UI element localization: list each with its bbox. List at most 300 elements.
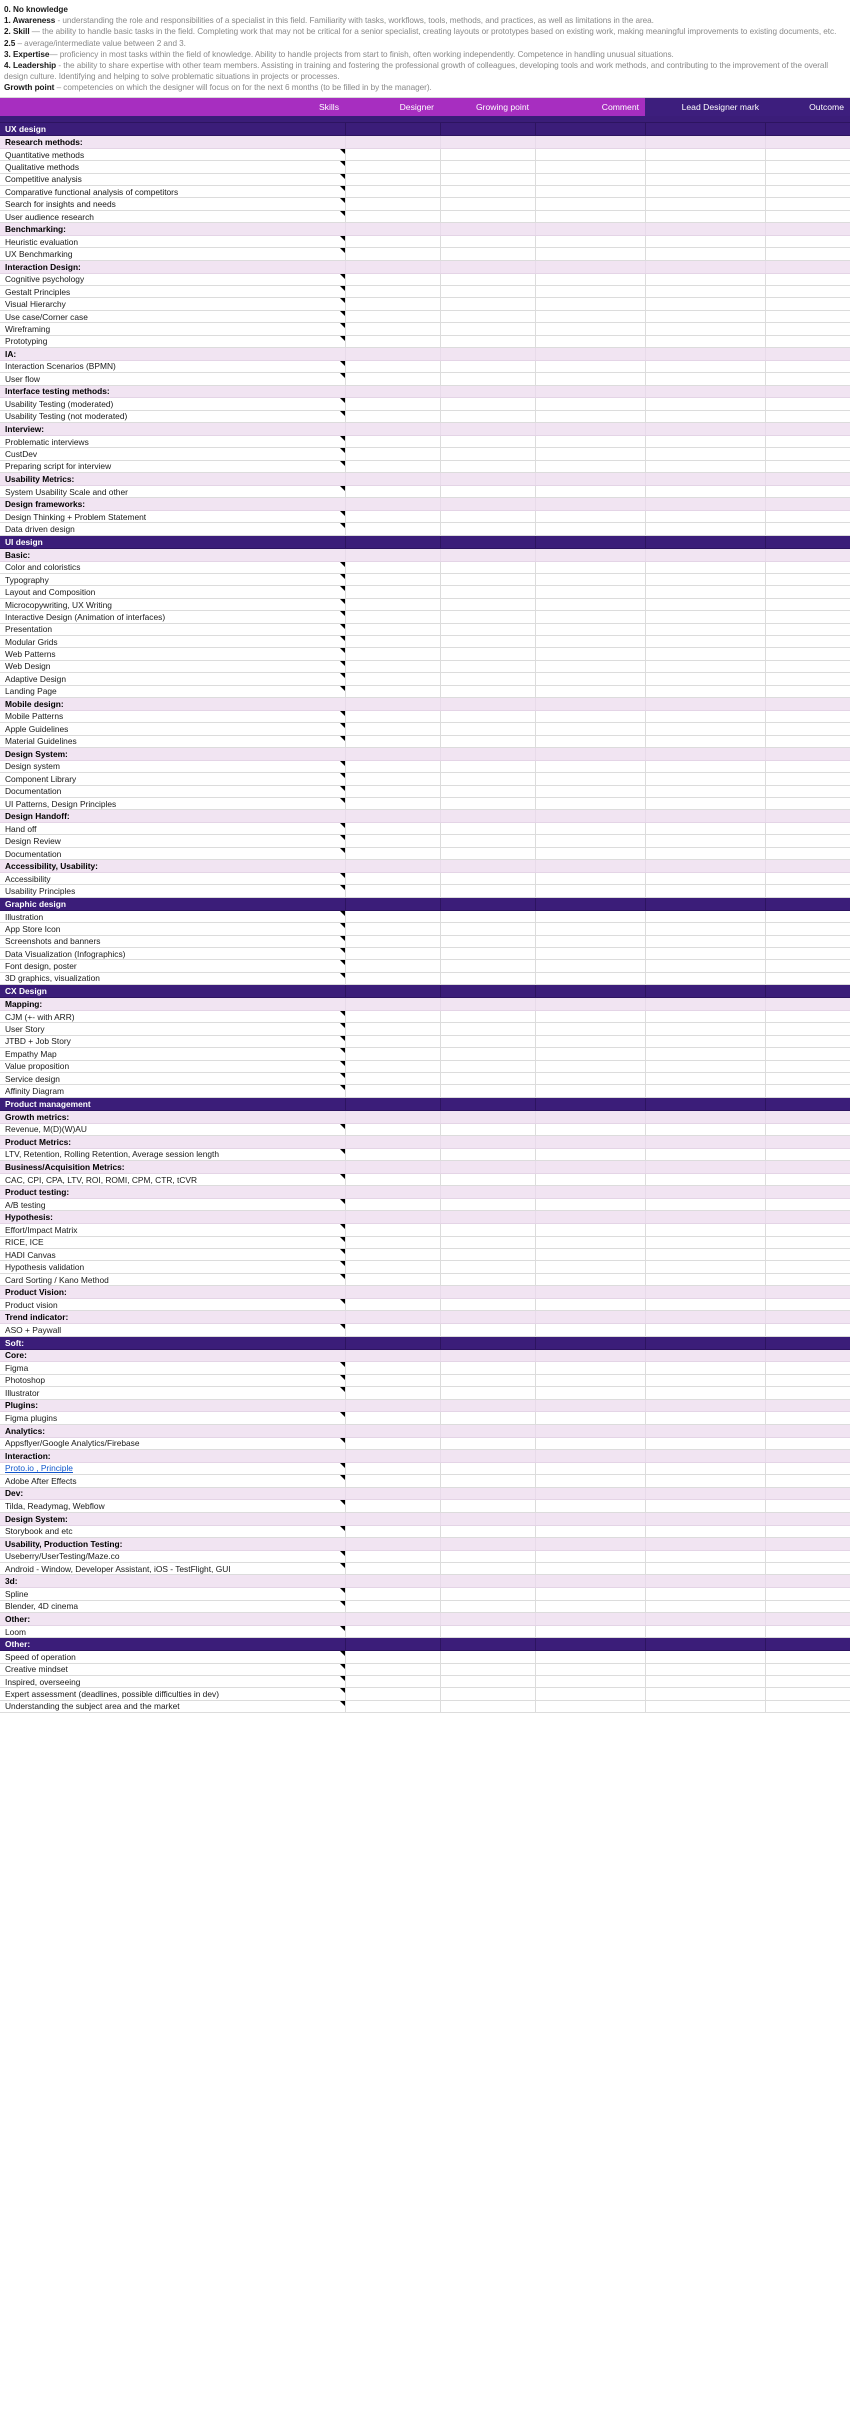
outcome-cell[interactable] — [765, 198, 850, 210]
skill-name-cell[interactable] — [0, 948, 345, 960]
comment-marker-icon[interactable] — [340, 736, 345, 741]
group-header-cell[interactable] — [345, 1186, 440, 1199]
group-header-cell[interactable] — [535, 1211, 645, 1224]
comment-cell[interactable] — [535, 186, 645, 198]
skill-name-cell[interactable] — [0, 1412, 345, 1424]
comment-marker-icon[interactable] — [340, 486, 345, 491]
skill-name-cell[interactable] — [0, 1023, 345, 1035]
lead-designer-mark-cell[interactable] — [645, 1688, 765, 1700]
lead-designer-mark-cell[interactable] — [645, 1224, 765, 1236]
designer-cell[interactable] — [345, 210, 440, 222]
lead-designer-mark-cell[interactable] — [645, 373, 765, 385]
skill-name-cell[interactable] — [0, 1123, 345, 1135]
growing-point-cell[interactable] — [440, 1249, 535, 1261]
group-header-cell[interactable] — [440, 1186, 535, 1199]
designer-cell[interactable] — [345, 1563, 440, 1575]
section-band-cell[interactable] — [765, 897, 850, 910]
group-header-label[interactable]: Benchmarking: — [0, 223, 345, 236]
growing-point-cell[interactable] — [440, 910, 535, 922]
growing-point-cell[interactable] — [440, 710, 535, 722]
group-header-cell[interactable] — [645, 998, 765, 1011]
growing-point-cell[interactable] — [440, 1085, 535, 1097]
comment-cell[interactable] — [535, 1500, 645, 1512]
comment-cell[interactable] — [535, 873, 645, 885]
group-header-cell[interactable] — [345, 423, 440, 436]
outcome-cell[interactable] — [765, 797, 850, 809]
group-header-cell[interactable] — [645, 1110, 765, 1123]
group-header-cell[interactable] — [440, 1575, 535, 1588]
outcome-cell[interactable] — [765, 273, 850, 285]
comment-cell[interactable] — [535, 1261, 645, 1273]
comment-marker-icon[interactable] — [340, 1048, 345, 1053]
skill-name-cell[interactable] — [0, 335, 345, 347]
comment-marker-icon[interactable] — [340, 1124, 345, 1129]
group-header-cell[interactable] — [535, 1186, 645, 1199]
section-band-cell[interactable] — [345, 1336, 440, 1349]
comment-marker-icon[interactable] — [340, 823, 345, 828]
group-header-cell[interactable] — [440, 1349, 535, 1362]
comment-marker-icon[interactable] — [340, 1174, 345, 1179]
growing-point-cell[interactable] — [440, 611, 535, 623]
skill-name-cell[interactable] — [0, 1550, 345, 1562]
comment-cell[interactable] — [535, 1060, 645, 1072]
lead-designer-mark-cell[interactable] — [645, 1261, 765, 1273]
comment-cell[interactable] — [535, 360, 645, 372]
designer-cell[interactable] — [345, 161, 440, 173]
comment-marker-icon[interactable] — [340, 298, 345, 303]
designer-cell[interactable] — [345, 960, 440, 972]
group-header-cell[interactable] — [535, 697, 645, 710]
lead-designer-mark-cell[interactable] — [645, 1048, 765, 1060]
outcome-cell[interactable] — [765, 1651, 850, 1663]
growing-point-cell[interactable] — [440, 435, 535, 447]
comment-cell[interactable] — [535, 1199, 645, 1211]
group-header-cell[interactable] — [535, 1613, 645, 1626]
section-band-cell[interactable] — [345, 985, 440, 998]
comment-cell[interactable] — [535, 910, 645, 922]
skill-name-cell[interactable] — [0, 373, 345, 385]
comment-marker-icon[interactable] — [340, 398, 345, 403]
outcome-cell[interactable] — [765, 210, 850, 222]
group-header-cell[interactable] — [345, 1613, 440, 1626]
skill-name-cell[interactable] — [0, 148, 345, 160]
comment-cell[interactable] — [535, 1688, 645, 1700]
lead-designer-mark-cell[interactable] — [645, 561, 765, 573]
growing-point-cell[interactable] — [440, 673, 535, 685]
skill-name-cell[interactable] — [0, 511, 345, 523]
skill-name-cell[interactable] — [0, 173, 345, 185]
skill-name-cell[interactable] — [0, 1199, 345, 1211]
skill-name-cell[interactable] — [0, 523, 345, 535]
comment-cell[interactable] — [535, 785, 645, 797]
designer-cell[interactable] — [345, 1236, 440, 1248]
group-header-label[interactable]: Product Vision: — [0, 1286, 345, 1299]
skill-name-cell[interactable] — [0, 1387, 345, 1399]
group-header-label[interactable]: Product Metrics: — [0, 1135, 345, 1148]
lead-designer-mark-cell[interactable] — [645, 1273, 765, 1285]
skill-name-cell[interactable] — [0, 1525, 345, 1537]
designer-cell[interactable] — [345, 1010, 440, 1022]
growing-point-cell[interactable] — [440, 773, 535, 785]
growing-point-cell[interactable] — [440, 935, 535, 947]
outcome-cell[interactable] — [765, 460, 850, 472]
lead-designer-mark-cell[interactable] — [645, 523, 765, 535]
outcome-cell[interactable] — [765, 586, 850, 598]
group-header-cell[interactable] — [345, 860, 440, 873]
growing-point-cell[interactable] — [440, 335, 535, 347]
group-header-label[interactable]: Design System: — [0, 1512, 345, 1525]
growing-point-cell[interactable] — [440, 148, 535, 160]
lead-designer-mark-cell[interactable] — [645, 847, 765, 859]
comment-cell[interactable] — [535, 236, 645, 248]
skill-name-cell[interactable] — [0, 310, 345, 322]
skill-name-cell[interactable] — [0, 1035, 345, 1047]
skill-name-cell[interactable] — [0, 1249, 345, 1261]
designer-cell[interactable] — [345, 685, 440, 697]
skill-name-cell[interactable] — [0, 1324, 345, 1336]
lead-designer-mark-cell[interactable] — [645, 611, 765, 623]
group-header-cell[interactable] — [345, 1286, 440, 1299]
comment-cell[interactable] — [535, 410, 645, 422]
skill-name-cell[interactable] — [0, 710, 345, 722]
comment-cell[interactable] — [535, 660, 645, 672]
section-band-cell[interactable] — [440, 1336, 535, 1349]
group-header-cell[interactable] — [440, 998, 535, 1011]
column-header-comment[interactable]: Comment — [535, 98, 645, 116]
growing-point-cell[interactable] — [440, 1700, 535, 1712]
group-header-label[interactable]: Product testing: — [0, 1186, 345, 1199]
section-band-cell[interactable] — [765, 1336, 850, 1349]
lead-designer-mark-cell[interactable] — [645, 785, 765, 797]
designer-cell[interactable] — [345, 1261, 440, 1273]
group-header-cell[interactable] — [765, 747, 850, 760]
group-header-cell[interactable] — [645, 136, 765, 149]
comment-marker-icon[interactable] — [340, 873, 345, 878]
group-header-cell[interactable] — [645, 1512, 765, 1525]
comment-marker-icon[interactable] — [340, 1500, 345, 1505]
growing-point-cell[interactable] — [440, 1236, 535, 1248]
lead-designer-mark-cell[interactable] — [645, 673, 765, 685]
designer-cell[interactable] — [345, 1374, 440, 1386]
skill-name-cell[interactable] — [0, 586, 345, 598]
group-header-cell[interactable] — [645, 1449, 765, 1462]
designer-cell[interactable] — [345, 835, 440, 847]
lead-designer-mark-cell[interactable] — [645, 1249, 765, 1261]
growing-point-cell[interactable] — [440, 1387, 535, 1399]
lead-designer-mark-cell[interactable] — [645, 1387, 765, 1399]
skill-name-cell[interactable] — [0, 1173, 345, 1185]
column-header-lead-designer-mark[interactable]: Lead Designer mark — [645, 98, 765, 116]
skill-name-cell[interactable] — [0, 797, 345, 809]
section-band-label[interactable]: UX design — [0, 123, 345, 136]
designer-cell[interactable] — [345, 1060, 440, 1072]
outcome-cell[interactable] — [765, 1249, 850, 1261]
designer-cell[interactable] — [345, 148, 440, 160]
comment-cell[interactable] — [535, 1362, 645, 1374]
group-header-cell[interactable] — [765, 1487, 850, 1500]
designer-cell[interactable] — [345, 1600, 440, 1612]
skill-name-cell[interactable] — [0, 972, 345, 984]
lead-designer-mark-cell[interactable] — [645, 1324, 765, 1336]
group-header-cell[interactable] — [765, 473, 850, 486]
outcome-cell[interactable] — [765, 885, 850, 897]
comment-cell[interactable] — [535, 948, 645, 960]
group-header-cell[interactable] — [645, 385, 765, 398]
comment-marker-icon[interactable] — [340, 1688, 345, 1693]
growing-point-cell[interactable] — [440, 1148, 535, 1160]
outcome-cell[interactable] — [765, 1261, 850, 1273]
comment-marker-icon[interactable] — [340, 1149, 345, 1154]
group-header-label[interactable]: Growth metrics: — [0, 1110, 345, 1123]
designer-cell[interactable] — [345, 710, 440, 722]
comment-cell[interactable] — [535, 1148, 645, 1160]
designer-cell[interactable] — [345, 1362, 440, 1374]
group-header-label[interactable]: Interaction: — [0, 1449, 345, 1462]
comment-cell[interactable] — [535, 1048, 645, 1060]
group-header-cell[interactable] — [535, 1286, 645, 1299]
comment-cell[interactable] — [535, 210, 645, 222]
growing-point-cell[interactable] — [440, 660, 535, 672]
growing-point-cell[interactable] — [440, 398, 535, 410]
comment-marker-icon[interactable] — [340, 211, 345, 216]
outcome-cell[interactable] — [765, 248, 850, 260]
skill-name-cell[interactable] — [0, 960, 345, 972]
outcome-cell[interactable] — [765, 1500, 850, 1512]
lead-designer-mark-cell[interactable] — [645, 1588, 765, 1600]
growing-point-cell[interactable] — [440, 960, 535, 972]
skill-name-cell[interactable] — [0, 673, 345, 685]
growing-point-cell[interactable] — [440, 410, 535, 422]
designer-cell[interactable] — [345, 873, 440, 885]
skill-name-cell[interactable] — [0, 598, 345, 610]
skill-name-cell[interactable] — [0, 1224, 345, 1236]
designer-cell[interactable] — [345, 885, 440, 897]
growing-point-cell[interactable] — [440, 1676, 535, 1688]
group-header-cell[interactable] — [345, 1349, 440, 1362]
designer-cell[interactable] — [345, 360, 440, 372]
growing-point-cell[interactable] — [440, 236, 535, 248]
skill-name-cell[interactable] — [0, 460, 345, 472]
group-header-cell[interactable] — [765, 1286, 850, 1299]
section-band-cell[interactable] — [440, 1638, 535, 1651]
designer-cell[interactable] — [345, 561, 440, 573]
designer-cell[interactable] — [345, 623, 440, 635]
skill-name-cell[interactable] — [0, 186, 345, 198]
group-header-cell[interactable] — [535, 260, 645, 273]
section-band-cell[interactable] — [535, 897, 645, 910]
outcome-cell[interactable] — [765, 1085, 850, 1097]
group-header-cell[interactable] — [345, 260, 440, 273]
comment-cell[interactable] — [535, 1023, 645, 1035]
lead-designer-mark-cell[interactable] — [645, 723, 765, 735]
comment-cell[interactable] — [535, 835, 645, 847]
growing-point-cell[interactable] — [440, 1525, 535, 1537]
comment-cell[interactable] — [535, 735, 645, 747]
group-header-cell[interactable] — [345, 998, 440, 1011]
skill-name-cell[interactable] — [0, 1625, 345, 1637]
skill-name-cell[interactable] — [0, 448, 345, 460]
lead-designer-mark-cell[interactable] — [645, 1475, 765, 1487]
group-header-cell[interactable] — [345, 347, 440, 360]
outcome-cell[interactable] — [765, 873, 850, 885]
growing-point-cell[interactable] — [440, 1362, 535, 1374]
growing-point-cell[interactable] — [440, 760, 535, 772]
outcome-cell[interactable] — [765, 1224, 850, 1236]
designer-cell[interactable] — [345, 935, 440, 947]
lead-designer-mark-cell[interactable] — [645, 1299, 765, 1311]
designer-cell[interactable] — [345, 1085, 440, 1097]
outcome-cell[interactable] — [765, 923, 850, 935]
designer-cell[interactable] — [345, 236, 440, 248]
lead-designer-mark-cell[interactable] — [645, 310, 765, 322]
outcome-cell[interactable] — [765, 1072, 850, 1084]
comment-marker-icon[interactable] — [340, 960, 345, 965]
outcome-cell[interactable] — [765, 1525, 850, 1537]
group-header-cell[interactable] — [345, 223, 440, 236]
lead-designer-mark-cell[interactable] — [645, 1035, 765, 1047]
skill-name-cell[interactable] — [0, 1085, 345, 1097]
skill-name-cell[interactable] — [0, 1462, 345, 1474]
comment-marker-icon[interactable] — [340, 286, 345, 291]
section-band-cell[interactable] — [345, 897, 440, 910]
growing-point-cell[interactable] — [440, 1035, 535, 1047]
outcome-cell[interactable] — [765, 298, 850, 310]
group-header-cell[interactable] — [345, 136, 440, 149]
lead-designer-mark-cell[interactable] — [645, 972, 765, 984]
group-header-cell[interactable] — [765, 347, 850, 360]
group-header-label[interactable]: Mapping: — [0, 998, 345, 1011]
group-header-cell[interactable] — [440, 747, 535, 760]
outcome-cell[interactable] — [765, 236, 850, 248]
comment-cell[interactable] — [535, 511, 645, 523]
growing-point-cell[interactable] — [440, 286, 535, 298]
comment-cell[interactable] — [535, 1123, 645, 1135]
designer-cell[interactable] — [345, 1663, 440, 1675]
comment-marker-icon[interactable] — [340, 1551, 345, 1556]
group-header-cell[interactable] — [645, 810, 765, 823]
designer-cell[interactable] — [345, 1437, 440, 1449]
group-header-cell[interactable] — [535, 1537, 645, 1550]
group-header-cell[interactable] — [440, 423, 535, 436]
group-header-cell[interactable] — [440, 1537, 535, 1550]
outcome-cell[interactable] — [765, 161, 850, 173]
outcome-cell[interactable] — [765, 1299, 850, 1311]
comment-cell[interactable] — [535, 1412, 645, 1424]
designer-cell[interactable] — [345, 847, 440, 859]
group-header-cell[interactable] — [645, 1211, 765, 1224]
growing-point-cell[interactable] — [440, 1023, 535, 1035]
lead-designer-mark-cell[interactable] — [645, 1010, 765, 1022]
outcome-cell[interactable] — [765, 1048, 850, 1060]
outcome-cell[interactable] — [765, 1362, 850, 1374]
lead-designer-mark-cell[interactable] — [645, 1676, 765, 1688]
lead-designer-mark-cell[interactable] — [645, 198, 765, 210]
section-band-cell[interactable] — [765, 1638, 850, 1651]
growing-point-cell[interactable] — [440, 785, 535, 797]
designer-cell[interactable] — [345, 823, 440, 835]
skill-name-cell[interactable] — [0, 873, 345, 885]
growing-point-cell[interactable] — [440, 1462, 535, 1474]
lead-designer-mark-cell[interactable] — [645, 660, 765, 672]
section-band-cell[interactable] — [645, 897, 765, 910]
group-header-cell[interactable] — [645, 423, 765, 436]
comment-cell[interactable] — [535, 1676, 645, 1688]
group-header-cell[interactable] — [765, 697, 850, 710]
comment-marker-icon[interactable] — [340, 923, 345, 928]
group-header-label[interactable]: Dev: — [0, 1487, 345, 1500]
comment-cell[interactable] — [535, 1525, 645, 1537]
group-header-cell[interactable] — [345, 1537, 440, 1550]
comment-marker-icon[interactable] — [340, 523, 345, 528]
group-header-cell[interactable] — [765, 810, 850, 823]
section-band-cell[interactable] — [645, 1097, 765, 1110]
skill-name-cell[interactable] — [0, 1273, 345, 1285]
skill-name-cell[interactable] — [0, 561, 345, 573]
comment-marker-icon[interactable] — [340, 798, 345, 803]
group-header-cell[interactable] — [440, 1399, 535, 1412]
growing-point-cell[interactable] — [440, 273, 535, 285]
designer-cell[interactable] — [345, 574, 440, 586]
lead-designer-mark-cell[interactable] — [645, 636, 765, 648]
lead-designer-mark-cell[interactable] — [645, 1173, 765, 1185]
section-band-label[interactable]: Graphic design — [0, 897, 345, 910]
group-header-label[interactable]: Analytics: — [0, 1424, 345, 1437]
growing-point-cell[interactable] — [440, 1437, 535, 1449]
skill-name-cell[interactable] — [0, 435, 345, 447]
group-header-cell[interactable] — [345, 498, 440, 511]
comment-marker-icon[interactable] — [340, 1387, 345, 1392]
group-header-cell[interactable] — [765, 1211, 850, 1224]
lead-designer-mark-cell[interactable] — [645, 1123, 765, 1135]
outcome-cell[interactable] — [765, 1412, 850, 1424]
group-header-cell[interactable] — [535, 1311, 645, 1324]
comment-cell[interactable] — [535, 485, 645, 497]
section-band-cell[interactable] — [535, 123, 645, 136]
designer-cell[interactable] — [345, 1700, 440, 1712]
designer-cell[interactable] — [345, 173, 440, 185]
section-band-label[interactable]: Soft: — [0, 1336, 345, 1349]
outcome-cell[interactable] — [765, 435, 850, 447]
growing-point-cell[interactable] — [440, 923, 535, 935]
comment-cell[interactable] — [535, 710, 645, 722]
skill-name-cell[interactable] — [0, 1362, 345, 1374]
designer-cell[interactable] — [345, 1035, 440, 1047]
group-header-cell[interactable] — [765, 136, 850, 149]
outcome-cell[interactable] — [765, 1563, 850, 1575]
group-header-cell[interactable] — [440, 548, 535, 561]
comment-marker-icon[interactable] — [340, 1073, 345, 1078]
growing-point-cell[interactable] — [440, 1299, 535, 1311]
growing-point-cell[interactable] — [440, 561, 535, 573]
comment-cell[interactable] — [535, 673, 645, 685]
lead-designer-mark-cell[interactable] — [645, 586, 765, 598]
lead-designer-mark-cell[interactable] — [645, 1600, 765, 1612]
outcome-cell[interactable] — [765, 1123, 850, 1135]
designer-cell[interactable] — [345, 1324, 440, 1336]
lead-designer-mark-cell[interactable] — [645, 210, 765, 222]
lead-designer-mark-cell[interactable] — [645, 773, 765, 785]
comment-cell[interactable] — [535, 1588, 645, 1600]
lead-designer-mark-cell[interactable] — [645, 485, 765, 497]
lead-designer-mark-cell[interactable] — [645, 148, 765, 160]
designer-cell[interactable] — [345, 586, 440, 598]
outcome-cell[interactable] — [765, 1324, 850, 1336]
designer-cell[interactable] — [345, 785, 440, 797]
growing-point-cell[interactable] — [440, 847, 535, 859]
group-header-cell[interactable] — [440, 1424, 535, 1437]
comment-cell[interactable] — [535, 623, 645, 635]
designer-cell[interactable] — [345, 1462, 440, 1474]
